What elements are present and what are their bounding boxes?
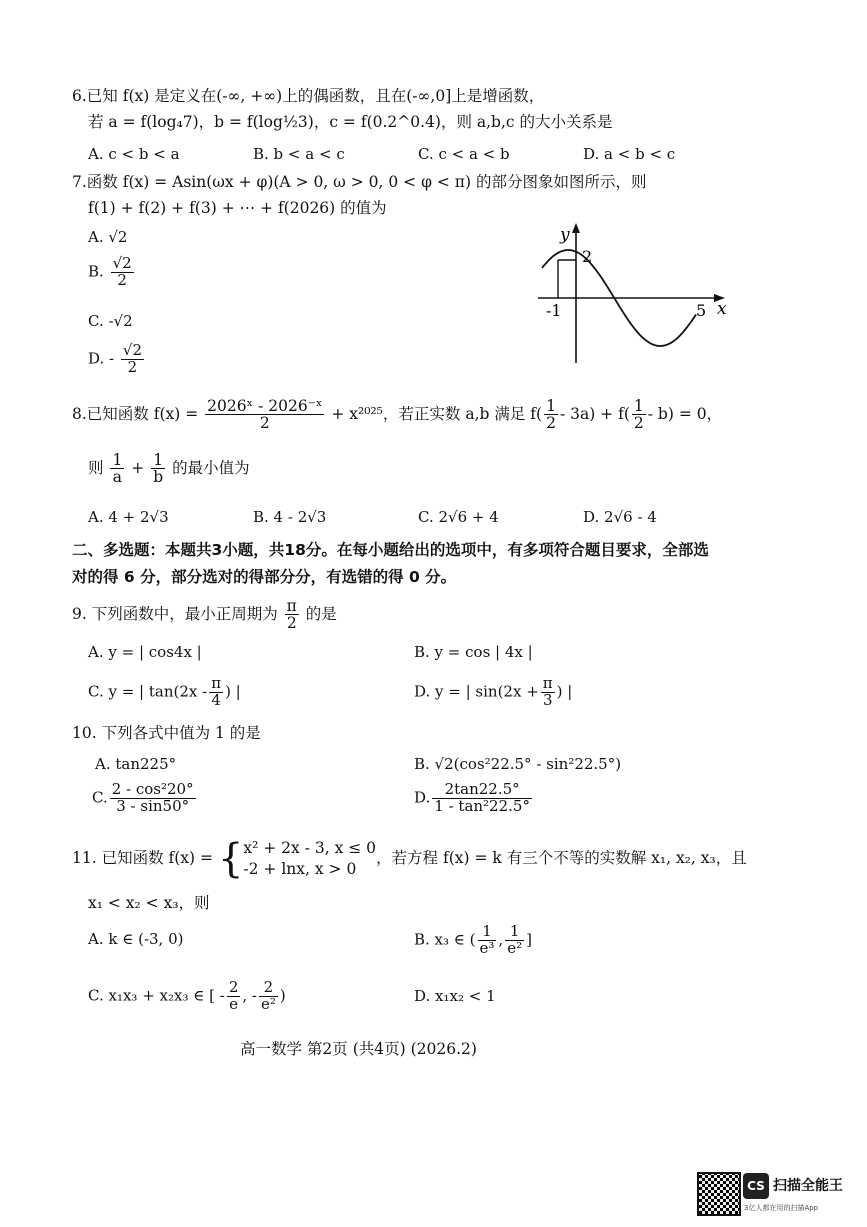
- graph-x-label: x: [717, 299, 727, 319]
- q8-l2-plus: +: [131, 458, 145, 477]
- q8-option-d: D. 2√6 - 4: [583, 508, 657, 526]
- q8-prefix: 8.已知函数 f(x) =: [72, 404, 199, 423]
- q8-option-c: C. 2√6 + 4: [418, 508, 499, 526]
- page-footer: 高一数学 第2页 (共4页) (2026.2): [240, 1040, 477, 1058]
- q11-option-c-post: ): [279, 986, 286, 1005]
- q11-option-b-num1: 1: [478, 924, 497, 941]
- q7-option-d-den: 2: [127, 357, 138, 376]
- watermark-tagline: 3亿人都在用的扫描App: [744, 1204, 819, 1212]
- q9-option-a: A. y = | cos4x |: [88, 643, 202, 661]
- q6-option-b: B. b < a < c: [253, 145, 345, 163]
- q6-option-d: D. a < b < c: [583, 145, 676, 163]
- q7-option-b-label: B.: [88, 262, 104, 281]
- q8-after-frac: + x²⁰²⁵，若正实数 a,b 满足 f(: [331, 404, 543, 423]
- q6-option-c: C. c < a < b: [418, 145, 510, 163]
- q7-stem-line2: f(1) + f(2) + f(3) + ⋯ + f(2026) 的值为: [88, 199, 387, 217]
- q9-option-d-den: 3: [542, 690, 553, 709]
- q10-option-b: B. √2(cos²22.5° - sin²22.5°): [414, 755, 622, 773]
- q11-option-b: [414, 924, 532, 957]
- q11-option-c-num2: 2: [259, 980, 278, 997]
- section2-heading-line2: 对的得 6 分，部分选对的得部分分，有选错的得 0 分。: [72, 568, 457, 586]
- q11-option-c: [88, 980, 286, 1013]
- q11-option-b-den1: e³: [479, 938, 495, 957]
- q11-option-b-pre: B. x₃ ∈ (: [414, 930, 476, 949]
- q10-option-a: A. tan225°: [95, 755, 177, 773]
- q9-option-b: B. y = cos | 4x |: [414, 643, 533, 661]
- q10-option-d-num: 2tan22.5°: [432, 782, 532, 799]
- q8-l2-den2: b: [153, 468, 164, 487]
- q8-f1-den: 2: [546, 414, 556, 433]
- q11-prefix: 11. 已知函数 f(x) =: [72, 848, 213, 867]
- q11-option-c-mid: , -: [242, 986, 257, 1005]
- q9-option-c-post: ) |: [225, 682, 241, 701]
- q11-brace: {: [217, 835, 244, 882]
- q11-option-c-pre: C. x₁x₃ + x₂x₃ ∈ [ -: [88, 986, 225, 1005]
- q8-l2-den1: a: [112, 468, 123, 487]
- q6-option-a: A. c < b < a: [88, 145, 180, 163]
- q8-tail: - b) = 0，: [647, 404, 723, 423]
- q11-option-c-den2: e²: [260, 994, 276, 1013]
- q11-tail: ，若方程 f(x) = k 有三个不等的实数解 x₁, x₂, x₃，且: [376, 848, 747, 867]
- q11-option-d: D. x₁x₂ < 1: [414, 987, 496, 1005]
- q8-frac-den: 2: [259, 414, 270, 433]
- q11-option-b-post: ]: [526, 930, 532, 949]
- q11-piece1: x² + 2x - 3, x ≤ 0: [243, 839, 377, 857]
- graph-right-label: 5: [696, 301, 707, 320]
- q6-stem-line1: 6.已知 f(x) 是定义在(-∞, +∞)上的偶函数，且在(-∞,0]上是增函数，: [72, 87, 545, 105]
- q10-option-d-den: 1 - tan²22.5°: [434, 796, 530, 815]
- q7-option-b-den: 2: [117, 270, 127, 289]
- q10-option-c: [92, 782, 198, 815]
- q8-frac-num: 2026ˣ - 2026⁻ˣ: [207, 397, 323, 415]
- q7-option-b-num: √2: [112, 254, 132, 272]
- q7-option-d-label: D. -: [88, 349, 115, 368]
- q6-stem-line2: 若 a = f(log₄7)，b = f(log½3)，c = f(0.2^0.4)，则 a,b,c 的大小关系是: [88, 113, 613, 131]
- q8-l2-prefix: 则: [88, 458, 104, 477]
- q9-stem: [72, 598, 337, 632]
- q10-option-d: [414, 782, 534, 815]
- section2-heading-line1: 二、多选题：本题共3小题，共18分。在每小题给出的选项中，有多项符合题目要求，全部选: [72, 541, 709, 559]
- q11-piece2: -2 + lnx, x > 0: [243, 859, 357, 878]
- q11-option-b-den2: e²: [507, 938, 523, 957]
- q9-option-d-post: ) |: [556, 682, 573, 701]
- q7-option-c: C. -√2: [88, 312, 133, 330]
- q9-option-d: [414, 676, 572, 709]
- q10-option-c-den: 3 - sin50°: [116, 796, 190, 815]
- q10-option-d-label: D.: [414, 788, 431, 807]
- graph-peak-label: 2: [582, 247, 593, 266]
- q9-option-c-pre: C. y = | tan(2x -: [88, 682, 208, 701]
- q9-tail: 的是: [305, 604, 337, 623]
- q9-option-d-num: π: [542, 674, 553, 692]
- q8-f2-den: 2: [633, 414, 644, 433]
- q8-stem-line1: [72, 398, 722, 432]
- q11-option-b-comma: ,: [498, 930, 504, 949]
- graph-y-label: y: [560, 225, 570, 245]
- q9-option-c-den: 4: [211, 690, 221, 709]
- q8-f1-num: 1: [546, 397, 556, 415]
- q7-sine-graph: [520, 220, 740, 365]
- q9-option-c-num: π: [211, 674, 222, 692]
- q9-option-c: [88, 676, 241, 709]
- q8-l2-num2: 1: [151, 452, 165, 469]
- graph-left-label: -1: [546, 301, 562, 320]
- q10-option-c-num: 2 - cos²20°: [111, 780, 194, 798]
- watermark-app-name: 扫描全能王: [773, 1178, 843, 1194]
- q8-mid: - 3a) + f(: [559, 404, 630, 423]
- q7-option-a: A. √2: [88, 228, 128, 246]
- q10-option-c-label: C.: [92, 788, 108, 807]
- q9-den: 2: [286, 614, 297, 633]
- q11-piecewise: [243, 838, 376, 880]
- q11-option-a: A. k ∈ (-3, 0): [88, 930, 184, 948]
- q7-option-d-num: √2: [122, 341, 142, 359]
- q9-prefix: 9. 下列函数中，最小正周期为: [72, 604, 278, 623]
- q7-option-b: [88, 256, 136, 289]
- q7-option-d: [88, 343, 146, 376]
- q8-l2-tail: 的最小值为: [172, 458, 250, 477]
- q9-option-d-pre: D. y = | sin(2x +: [414, 682, 539, 701]
- q7-stem-line1: 7.函数 f(x) = Asin(ωx + φ)(A > 0, ω > 0, 0 < φ < π) 的部分图象如图所示，则: [72, 173, 647, 191]
- q8-stem-line2: [88, 452, 250, 486]
- q11-option-b-num2: 1: [505, 924, 524, 941]
- q11-stem-line1: [72, 835, 747, 882]
- q11-option-c-den1: e: [229, 994, 239, 1013]
- q8-l2-num1: 1: [112, 451, 123, 469]
- q8-option-a: A. 4 + 2√3: [88, 508, 169, 526]
- qr-code-icon: [697, 1172, 741, 1216]
- q11-option-c-num1: 2: [228, 978, 239, 996]
- q9-num: π: [286, 597, 297, 615]
- q8-option-b: B. 4 - 2√3: [253, 508, 327, 526]
- q10-stem: 10. 下列各式中值为 1 的是: [72, 724, 261, 742]
- camscanner-logo-icon: CS: [743, 1173, 769, 1199]
- graph-y-arrow: [572, 223, 580, 233]
- q8-f2-num: 1: [633, 397, 644, 415]
- q11-stem-line2: x₁ < x₂ < x₃，则: [88, 894, 210, 912]
